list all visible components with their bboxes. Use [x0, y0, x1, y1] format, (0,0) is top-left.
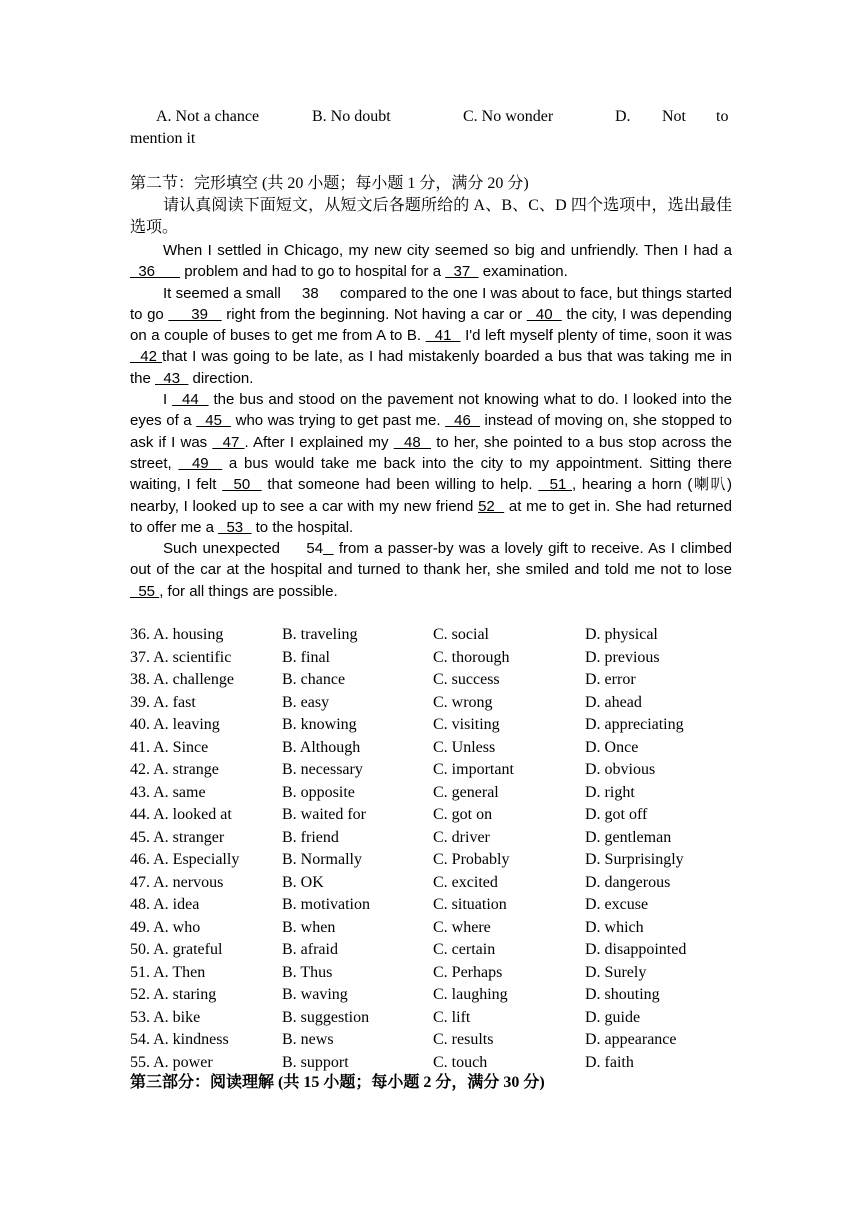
option-b: B. Normally	[282, 851, 362, 868]
cloze-passage	[130, 240, 737, 602]
option-b: B. friend	[282, 828, 339, 846]
option-c: C. wrong	[433, 693, 493, 711]
option-a: 49. A. who	[130, 918, 201, 936]
option-b: B. Thus	[282, 963, 333, 981]
option-row	[130, 782, 732, 805]
option-c: C. Perhaps	[433, 963, 503, 981]
option-row	[130, 917, 732, 940]
option-c: C. No wonder	[463, 108, 554, 125]
option-b: B. OK	[282, 873, 324, 891]
option-b: B. Although	[282, 738, 361, 756]
blank-37: 37	[445, 263, 479, 281]
option-b: B. easy	[282, 693, 330, 711]
option-row	[130, 962, 732, 985]
blank-43: 43	[155, 369, 189, 387]
option-c: C. visiting	[433, 716, 500, 733]
option-row	[130, 1029, 732, 1052]
option-d: D. Once	[585, 738, 639, 756]
option-d: D. ahead	[585, 693, 642, 711]
section2-title: 第二节：完形填空 (共 20 小题；每小题 1 分，满分 20 分)	[130, 175, 529, 192]
option-a: 45. A. stranger	[130, 828, 225, 846]
option-a: 42. A. strange	[130, 761, 219, 778]
option-row	[130, 647, 732, 670]
option-c: C. social	[433, 626, 489, 643]
option-a: 39. A. fast	[130, 693, 196, 711]
option-row	[130, 692, 732, 715]
option-row	[130, 759, 732, 782]
blank-48: 48	[393, 433, 432, 451]
option-c: C. thorough	[433, 648, 510, 666]
option-d: D. physical	[585, 626, 658, 643]
section3-title: 第三部分：阅读理解 (共 15 小题；每小题 2 分，满分 30 分)	[130, 1074, 545, 1091]
option-row	[130, 849, 732, 872]
option-b: B. suggestion	[282, 1008, 370, 1026]
blank-54	[323, 540, 334, 557]
option-row	[130, 984, 732, 1007]
option-b: B. waited for	[282, 806, 366, 823]
option-d: D. dangerous	[585, 873, 671, 891]
option-d: D. error	[585, 671, 636, 688]
blank-52: 52	[478, 497, 505, 515]
blank-47: 47	[212, 433, 245, 451]
blank-49: 49	[178, 454, 223, 472]
option-d: D. gentleman	[585, 828, 672, 846]
option-d: D. right	[585, 783, 635, 801]
option-b: B. No doubt	[312, 108, 391, 125]
option-row	[130, 894, 732, 917]
blank-41: 41	[425, 327, 461, 345]
option-c: C. Probably	[433, 851, 510, 868]
option-d: D. got off	[585, 806, 648, 823]
option-c: C. laughing	[433, 986, 508, 1003]
option-row	[130, 624, 732, 647]
option-a: 43. A. same	[130, 783, 206, 801]
option-a: 51. A. Then	[130, 963, 206, 981]
option-row	[130, 827, 732, 850]
option-d: D. guide	[585, 1008, 641, 1026]
option-row	[130, 669, 732, 692]
option-c: C. situation	[433, 896, 507, 913]
option-c: C. driver	[433, 828, 490, 846]
option-d-word1: Not	[662, 108, 686, 125]
option-d: D. obvious	[585, 761, 656, 778]
option-b: B. final	[282, 648, 330, 666]
passage-paragraph-2: It seemed a small 38 compared to the one I was about to face, but things started to go 39 right from the beginning. Not having a car or 40 the city, I was depending on a couple of buses to get me from A to B. 41 I'd left myself plenty of time, soon it was 42 that I was going to be late, as I had mistakenly boarded a bus that was taking me in the 43 direction.	[130, 284, 737, 387]
option-b: B. knowing	[282, 716, 357, 733]
option-a: 52. A. staring	[130, 986, 217, 1003]
passage-paragraph-3: I 44 the bus and stood on the pavement not knowing what to do. I looked into the eyes of a 45 who was trying to get past me. 46 instead of moving on, she stopped to ask if I was 47 . After I explained my 48 to her, she pointed to a bus stop across the street, 49 a bus would take me back into the city to my appointment. Sitting there waiting, I felt 50 that someone had been willing to help. 51 , hearing a horn (喇叭) nearby, I looked up to see a car with my new friend 52 at me to get in. She had returned to offer me a 53 to the hospital.	[130, 391, 733, 536]
option-c: C. where	[433, 918, 491, 936]
option-d: D. Surely	[585, 963, 647, 981]
blank-36: 36	[130, 263, 181, 281]
option-a: 44. A. looked at	[130, 806, 232, 823]
option-b: B. afraid	[282, 941, 338, 958]
option-d: D. Surprisingly	[585, 851, 684, 868]
option-b: B. traveling	[282, 626, 358, 643]
option-c: C. general	[433, 783, 499, 801]
option-row	[130, 872, 732, 895]
option-a: 36. A. housing	[130, 626, 224, 643]
cloze-options-list	[130, 624, 732, 1074]
blank-42: 42	[130, 348, 163, 366]
option-b: B. motivation	[282, 896, 370, 913]
blank-40: 40	[526, 305, 562, 323]
option-c: C. touch	[433, 1053, 488, 1071]
option-a: 48. A. idea	[130, 896, 200, 913]
blank-55: 55	[130, 582, 160, 600]
option-d-letter: D.	[615, 108, 631, 125]
option-b: B. necessary	[282, 761, 363, 778]
option-row	[130, 737, 732, 760]
blank-45: 45	[196, 412, 232, 430]
option-d-continuation: mention it	[130, 130, 196, 147]
option-c: C. Unless	[433, 738, 496, 756]
option-a: 47. A. nervous	[130, 873, 224, 891]
option-row	[130, 804, 732, 827]
option-a: 46. A. Especially	[130, 851, 240, 868]
option-d: D. excuse	[585, 896, 649, 913]
option-row	[130, 1007, 732, 1030]
option-a: 41. A. Since	[130, 738, 209, 756]
option-b: B. support	[282, 1053, 349, 1071]
passage-paragraph-1: When I settled in Chicago, my new city seemed so big and unfriendly. Then I had a 36 problem and had to go to hospital for a 37 examination.	[130, 242, 732, 281]
option-c: C. success	[433, 671, 500, 688]
option-a: 55. A. power	[130, 1053, 213, 1071]
option-a: 54. A. kindness	[130, 1031, 229, 1048]
option-c: C. results	[433, 1031, 494, 1048]
option-c: C. excited	[433, 873, 498, 891]
option-d: D. which	[585, 918, 644, 936]
option-a: 50. A. grateful	[130, 941, 223, 958]
option-c: C. important	[433, 761, 514, 778]
option-row	[130, 939, 732, 962]
option-c: C. lift	[433, 1008, 471, 1026]
option-row	[130, 1052, 732, 1075]
blank-50: 50	[222, 476, 262, 494]
option-c: C. got on	[433, 806, 493, 823]
blank-51: 51	[538, 476, 573, 494]
option-b: B. waving	[282, 986, 348, 1003]
option-a: 53. A. bike	[130, 1008, 201, 1026]
blank-53: 53	[218, 518, 252, 536]
option-b: B. when	[282, 918, 336, 936]
option-d: D. appreciating	[585, 716, 684, 733]
option-d-word2: to	[716, 108, 729, 125]
blank-46: 46	[445, 412, 480, 430]
option-b: B. news	[282, 1031, 334, 1048]
option-a: 40. A. leaving	[130, 716, 220, 733]
passage-paragraph-4: Such unexpected 54 from a passer-by was a lovely gift to receive. As I climbed out of the car at the hospital and turned to thank her, she smiled and told me not to lose 55 , for all things are possible.	[130, 540, 732, 600]
option-a: 38. A. challenge	[130, 671, 234, 688]
option-d: D. appearance	[585, 1031, 677, 1048]
blank-44: 44	[172, 391, 209, 409]
blank-39: 39	[168, 305, 222, 323]
option-d: D. faith	[585, 1053, 634, 1071]
option-b: B. opposite	[282, 783, 355, 801]
option-a: 37. A. scientific	[130, 648, 232, 666]
option-b: B. chance	[282, 671, 346, 688]
option-d: D. shouting	[585, 986, 660, 1003]
option-d: D. previous	[585, 648, 660, 666]
option-row	[130, 714, 732, 737]
option-c: C. certain	[433, 941, 496, 958]
option-d: D. disappointed	[585, 941, 687, 958]
section2-instruction: 请认真阅读下面短文，从短文后各题所给的 A、B、C、D 四个选项中，选出最佳选项。	[130, 197, 732, 236]
option-a: A. Not a chance	[156, 108, 260, 125]
